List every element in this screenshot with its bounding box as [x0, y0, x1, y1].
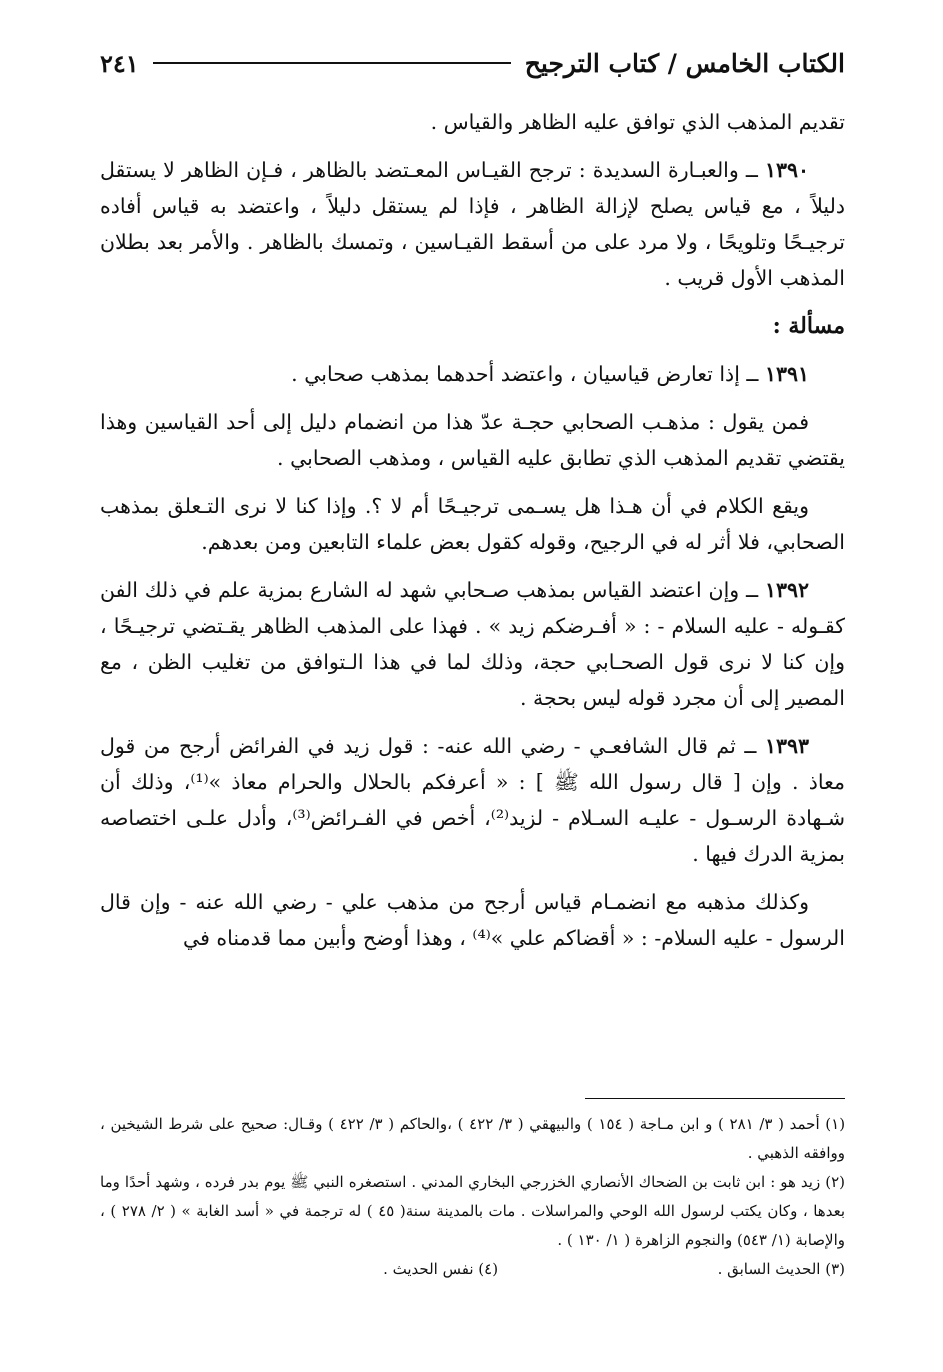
page-header: [100, 38, 845, 88]
footnote: (٤) نفس الحديث .: [383, 1260, 499, 1278]
section-heading: [100, 308, 845, 344]
footnote-rule: [585, 1098, 845, 1099]
paragraph: [100, 488, 845, 560]
paragraph-text: ــ ثم قال الشافعـي - رضي الله عنه- : قول زيد في الفرائض أرجح من قول معاذ . وإن [ قال رسول الله ﷺ ] : « أعرفكم بالحلال والحرام معاذ »⁽¹⁾، وذلك أن شـهادة الرسـول - عليـه السـلام - لزيد⁽²⁾، أخص في الفـرائض⁽³⁾، وأدل علـى اختصاصه بمزية الدرك فيها .: [100, 734, 845, 866]
footnotes: [100, 1110, 845, 1284]
footnote: (٢) زيد هو : ابن ثابت بن الضحاك الأنصاري الخزرجي البخاري المدني . استصغره النبي ﷺ يوم بدر فرده ، وشهد أحدًا وما بعدها ، وكان يكتب لرسول الله الوحي والمراسلات . مات بالمدينة سنة( ٤٥ ) له ترجمة في « أسد الغابة » ( ٢/ ٢٧٨ ) ، والإصابة (١/ ٥٤٣) والنجوم الزاهرة ( ١/ ١٣٠ ) .: [100, 1173, 846, 1249]
paragraph-text: ــ إذا تعارض قياسيان ، واعتضد أحدهما بمذهب صحابي .: [291, 362, 759, 386]
paragraph-text: فمن يقول : مذهـب الصحابي حجـة عدّ هذا من انضمام دليل إلى أحد القياسين وهذا يقتضي تقديم المذهب الذي تطابق عليه القياس ، ومذهب الصحابي .: [100, 410, 845, 470]
heading-text: مسألة :: [772, 313, 845, 339]
paragraph: [100, 884, 845, 956]
paragraph-number: ١٣٩١: [764, 362, 809, 386]
paragraph: [100, 728, 845, 872]
footnote: (٣) الحديث السابق .: [717, 1260, 845, 1278]
paragraph-text: ــ وإن اعتضد القياس بمذهب صـحابي شهد له الشارع بمزية علم في ذلك الفن كقـوله - عليه السلام - : « أفـرضكم زيد » . فهذا على المذهب الظاهر يقـتضي ترجيـحًا ، وإن كنا لا نرى قول الصحـابي حجة، وذلك لما في هذا الـتوافق من تغليب الظن ، مع المصير إلى أن مجرد قوله ليس بحجة .: [100, 578, 845, 710]
footnote-row: [383, 1255, 845, 1284]
footnote: (١) أحمد ( ٣/ ٢٨١ ) و ابن مـاجة ( ١٥٤ ) والبيهقي ( ٣/ ٤٢٢ ) ،والحاكم ( ٣/ ٤٢٢ ) وقـال: صحيح على شرط الشيخين ، ووافقه الذهبي .: [100, 1115, 846, 1162]
running-title: الكتاب الخامس / كتاب الترجيح: [524, 48, 845, 78]
paragraph: [100, 356, 845, 392]
paragraph-text: ويقع الكلام في أن هـذا هل يسـمى ترجيـحًا أم لا ؟. وإذا كنا لا نرى التـعلق بمذهب الصحابي، فلا أثر له في الرجيح، وقوله كقول بعض علماء التابعين ومن بعدهم.: [100, 494, 845, 554]
main-text: [100, 104, 845, 956]
paragraph-text: وكذلك مذهبه مع انضمـام قياس أرجح من مذهب علي - رضي الله عنه - وإن قال الرسول - عليه السلام- : « أقضاكم علي »⁽⁴⁾ ، وهذا أوضح وأبين مما قدمناه في: [100, 890, 845, 950]
paragraph: [100, 404, 845, 476]
header-rule: [153, 62, 511, 64]
page-number: ٢٤١: [100, 48, 139, 78]
paragraph-number: ١٣٩٢: [764, 578, 809, 602]
paragraph-text: تقديم المذهب الذي توافق عليه الظاهر والقياس .: [430, 110, 845, 134]
paragraph: [100, 572, 845, 716]
paragraph: [100, 152, 845, 296]
paragraph: [100, 104, 845, 140]
paragraph-text: ــ والعبـارة السديدة : ترجح القيـاس المعـتضد بالظاهر ، فـإن الظاهر لا يستقل دليلاً ، مع قياس يصلح لإزالة الظاهر ، فإذا لم يستقل دليلاً ، واعتضد به قياس أفاده ترجيـحًا وتلويحًا ، ولا مرد على من أسقط القيـاسين ، وتمسك بالظاهر . والأمر بعد بطلان المذهب الأول قريب .: [100, 158, 845, 290]
paragraph-number: ١٣٩٠: [764, 158, 809, 182]
paragraph-number: ١٣٩٣: [764, 734, 809, 758]
